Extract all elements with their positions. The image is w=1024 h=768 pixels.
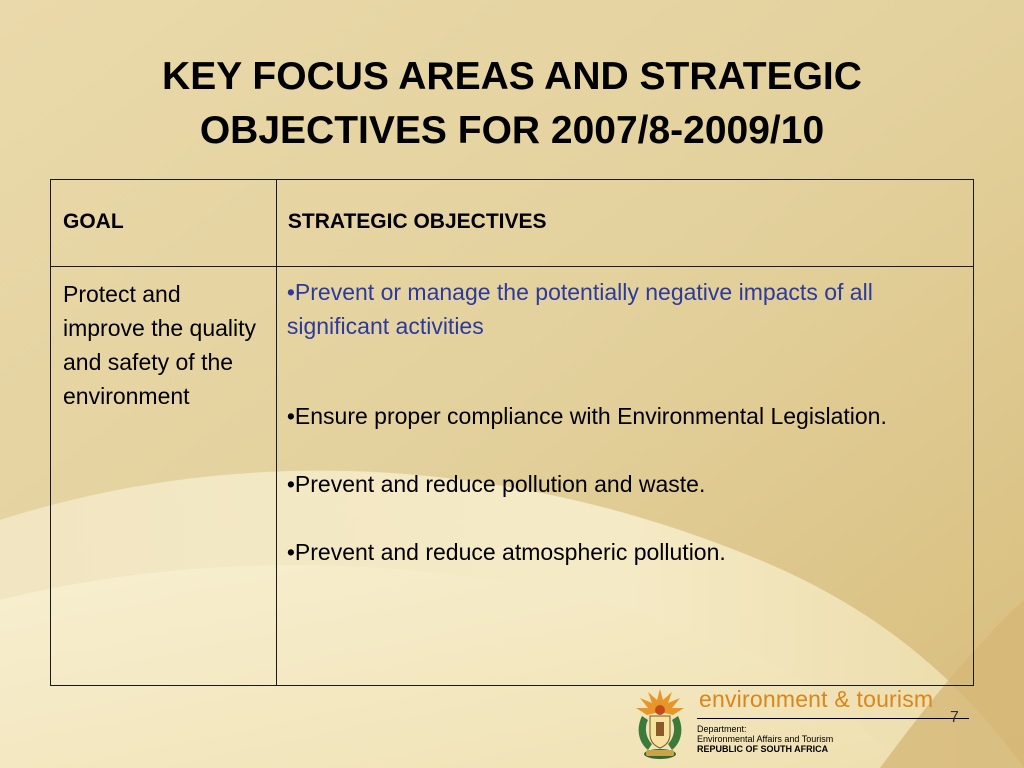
slide-title-line-1: KEY FOCUS AREAS AND STRATEGIC: [162, 55, 862, 98]
objectives-column-header: STRATEGIC OBJECTIVES: [276, 180, 973, 267]
goal-column-header: GOAL: [51, 180, 277, 267]
slide-title: [0, 50, 1024, 158]
page-number: 7: [950, 709, 959, 726]
objective-item: •Ensure proper compliance with Environmental Legislation.: [286, 403, 887, 429]
footer-logo-area: [628, 684, 974, 764]
country-name: REPUBLIC OF SOUTH AFRICA: [697, 744, 829, 754]
objective-item: •Prevent or manage the potentially negative impacts of all significant activities: [286, 279, 873, 339]
department-name: Environmental Affairs and Tourism: [697, 734, 834, 744]
slide-title-line-2: OBJECTIVES FOR 2007/8-2009/10: [199, 109, 825, 152]
strategic-objectives-table: [50, 179, 974, 686]
brand-divider: [697, 718, 969, 719]
objective-item: •Prevent and reduce pollution and waste.: [286, 471, 706, 497]
objectives-cell: [276, 267, 973, 686]
brand-text: environment & tourism: [699, 686, 934, 712]
goal-cell: Protect and improve the quality and safety of the environment: [51, 267, 277, 686]
department-info: [697, 724, 833, 754]
coat-of-arms-icon: [632, 686, 688, 762]
table-row: [51, 267, 974, 686]
table-header-row: [51, 180, 974, 267]
department-label: Department:: [697, 724, 747, 734]
objective-item: •Prevent and reduce atmospheric pollution.: [286, 539, 726, 565]
